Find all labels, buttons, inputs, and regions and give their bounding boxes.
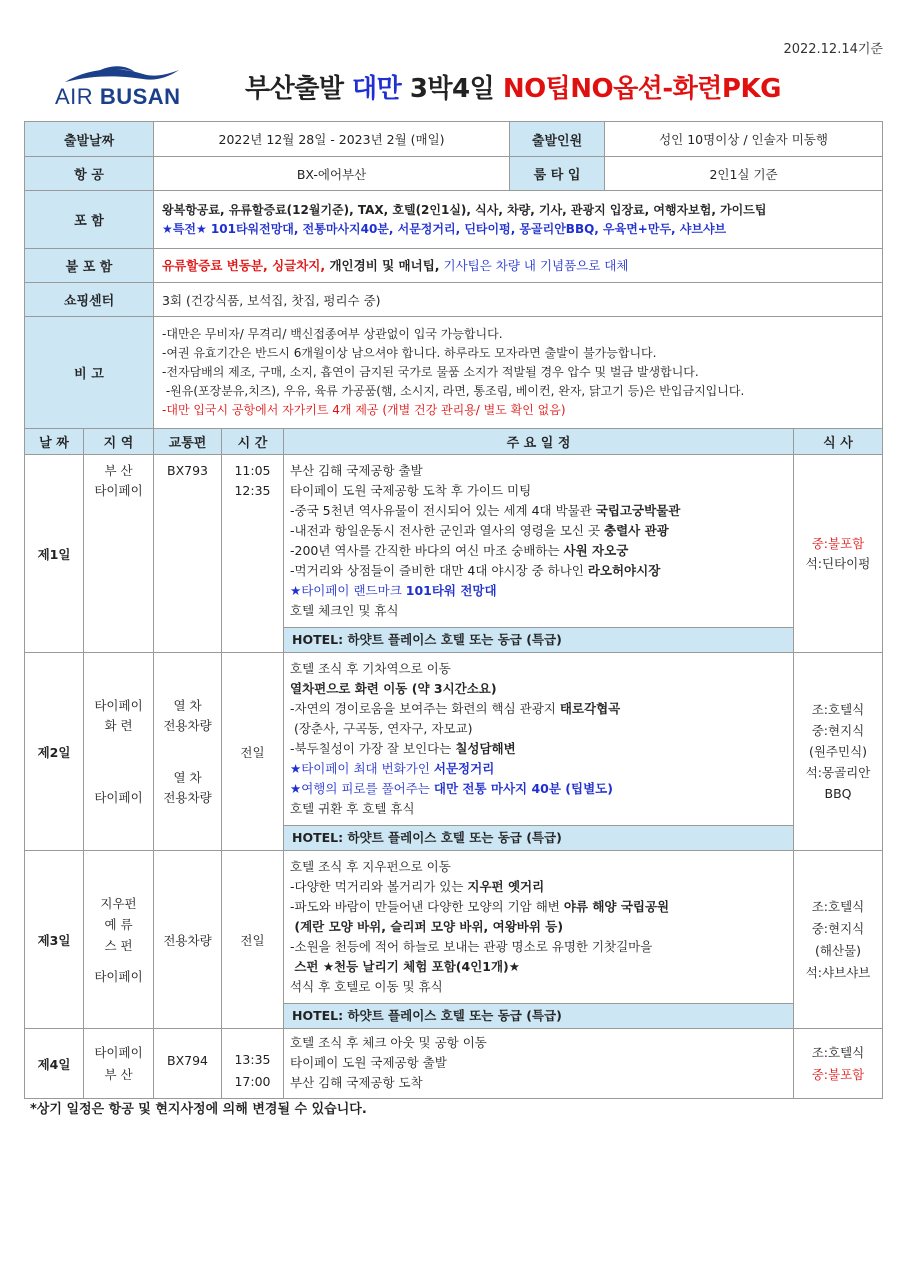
day2-line2: 열차편으로 화련 이동 (약 3시간소요) bbox=[290, 681, 497, 696]
day3-line3b: 야류 해양 국립공원 bbox=[563, 899, 670, 914]
depart-value: 2022년 12월 28일 - 2023년 2월 (매일) bbox=[154, 122, 510, 157]
day1-line4a: -내전과 항일운동시 전사한 군인과 열사의 영령을 모신 곳 bbox=[290, 523, 605, 538]
exclude-red: 유류할증료 변동분, 싱글차지, bbox=[162, 258, 326, 273]
col-region: 지 역 bbox=[84, 429, 154, 455]
day4-transport: BX794 bbox=[154, 1029, 222, 1099]
day1-line4b: 충렬사 관광 bbox=[604, 523, 669, 538]
day3-line4: (계란 모양 바위, 슬리퍼 모양 바위, 여왕바위 등) bbox=[290, 919, 564, 934]
day1-meal1: 중:불포함 bbox=[811, 535, 865, 551]
day4-region2: 부 산 bbox=[104, 1066, 133, 1082]
day2-region1: 타이페이 bbox=[94, 697, 143, 713]
day1-hotel: HOTEL: 하얏트 플레이스 호텔 또는 동급 (특급) bbox=[284, 627, 793, 652]
people-value: 성인 10명이상 / 인솔자 미동행 bbox=[605, 122, 883, 157]
day3-region2: 예 류 bbox=[104, 916, 133, 932]
day3-line2b: 지우펀 옛거리 bbox=[467, 879, 545, 894]
day4-region1: 타이페이 bbox=[94, 1044, 143, 1060]
day1-label: 제1일 bbox=[25, 455, 84, 653]
depart-label: 출발날짜 bbox=[25, 122, 154, 157]
day2-region3: 타이페이 bbox=[94, 789, 143, 805]
day2-transport2: 전용차량 bbox=[163, 717, 212, 733]
day1-line5b: 사원 자오궁 bbox=[563, 543, 629, 558]
day4-meal2: 중:불포함 bbox=[811, 1066, 865, 1082]
day2-transport3: 열 차 bbox=[173, 769, 202, 785]
day3-transport: 전용차량 bbox=[154, 851, 222, 1029]
day3-line1: 호텔 조식 후 지우펀으로 이동 bbox=[290, 859, 451, 874]
day2-line4: (장춘사, 구곡동, 연자구, 자모교) bbox=[290, 721, 473, 736]
day4-line3: 부산 김해 국제공항 도착 bbox=[290, 1075, 423, 1090]
day3-line5: -소원을 천등에 적어 하늘로 보내는 관광 명소로 유명한 기찻길마을 bbox=[290, 939, 653, 954]
remarks-label: 비 고 bbox=[25, 317, 154, 429]
day1-line2: 타이페이 도원 국제공항 도착 후 가이드 미팅 bbox=[290, 483, 532, 498]
day1-row bbox=[25, 455, 883, 653]
day2-meal1: 조:호텔식 bbox=[811, 702, 865, 717]
day2-line7b: 대만 전통 마사지 40분 (팁별도) bbox=[433, 781, 613, 796]
air-value: BX-에어부산 bbox=[154, 157, 510, 191]
day1-line1: 부산 김해 국제공항 출발 bbox=[290, 463, 423, 478]
day2-meal5: BBQ bbox=[824, 786, 852, 801]
day4-line1: 호텔 조식 후 체크 아웃 및 공항 이동 bbox=[290, 1035, 487, 1050]
day3-meal1: 조:호텔식 bbox=[811, 898, 865, 914]
day2-transport4: 전용차량 bbox=[163, 789, 212, 805]
day2-hotel: HOTEL: 하얏트 플레이스 호텔 또는 동급 (특급) bbox=[284, 825, 793, 850]
day2-line5a: -북두칠성이 가장 잘 보인다는 bbox=[290, 741, 456, 756]
day1-line3a: -중국 5천년 역사유물이 전시되어 있는 세계 4대 박물관 bbox=[290, 503, 596, 518]
exclude-blue: 기사팁은 차량 내 기념품으로 대체 bbox=[439, 258, 629, 273]
include-label: 포 함 bbox=[25, 191, 154, 249]
title-part3: 3박4일 bbox=[409, 74, 495, 104]
title-part2: 대만 bbox=[352, 74, 402, 104]
day3-region1: 지우펀 bbox=[100, 895, 137, 911]
bird-wing-icon bbox=[63, 64, 181, 86]
remark-red: -대만 입국시 공항에서 자가키트 4개 제공 (개별 건강 관리용/ 별도 확인 없음) bbox=[162, 403, 566, 417]
day3-line2a: -다양한 먹거리와 볼거리가 있는 bbox=[290, 879, 468, 894]
day2-transport1: 열 차 bbox=[173, 697, 202, 713]
room-value: 2인1실 기준 bbox=[605, 157, 883, 191]
reference-date: 2022.12.14기준 bbox=[783, 42, 883, 57]
day1-line8: 호텔 체크인 및 휴식 bbox=[290, 603, 399, 618]
day1-line5a: -200년 역사를 간직한 바다의 여신 마조 숭배하는 bbox=[290, 543, 564, 558]
remark-3: -전자담배의 제조, 구매, 소지, 흡연이 금지된 국가로 물품 소지가 적발될 경우 압수 및 벌금 발생합니다. bbox=[162, 365, 699, 379]
day2-time: 전일 bbox=[222, 653, 284, 851]
remark-1: -대만은 무비자/ 무격리/ 백신접종여부 상관없이 입국 가능합니다. bbox=[162, 327, 503, 341]
day2-line3b: 태로각협곡 bbox=[559, 701, 621, 716]
page-title bbox=[245, 68, 781, 105]
title-part1: 부산출발 bbox=[245, 74, 344, 104]
room-label: 룸 타 입 bbox=[510, 157, 605, 191]
page-header bbox=[55, 62, 885, 112]
day2-label: 제2일 bbox=[25, 653, 84, 851]
day1-time1: 11:05 bbox=[234, 463, 271, 478]
day1-line3b: 국립고궁박물관 bbox=[595, 503, 681, 518]
shopping-label: 쇼핑센터 bbox=[25, 283, 154, 317]
include-line2: ★특전★ 101타워전망대, 전통마사지40분, 서문정거리, 딘타이펑, 몽골리안BBQ, 우육면+만두, 샤브샤브 bbox=[162, 221, 727, 236]
day3-hotel: HOTEL: 하얏트 플레이스 호텔 또는 동급 (특급) bbox=[284, 1003, 793, 1028]
day1-line7b: 101타워 전망대 bbox=[405, 583, 497, 598]
day2-line5b: 칠성담해변 bbox=[455, 741, 516, 756]
air-label: 항 공 bbox=[25, 157, 154, 191]
logo-busan: BUSAN bbox=[99, 84, 181, 109]
day1-line6b: 라오허야시장 bbox=[587, 563, 661, 578]
day2-line6b: 서문정거리 bbox=[433, 761, 495, 776]
day2-row bbox=[25, 653, 883, 851]
day1-time2: 12:35 bbox=[234, 483, 271, 498]
day4-label: 제4일 bbox=[25, 1029, 84, 1099]
day2-line7a: ★여행의 피로를 풀어주는 bbox=[290, 781, 434, 796]
col-day: 날 짜 bbox=[25, 429, 84, 455]
day3-line7: 석식 후 호텔로 이동 및 휴식 bbox=[290, 979, 443, 994]
day1-line6a: -먹거리와 상점들이 즐비한 대만 4대 야시장 중 하나인 bbox=[290, 563, 588, 578]
day1-meal2: 석:딘타이펑 bbox=[805, 555, 871, 571]
day3-line3a: -파도와 바람이 만들어낸 다양한 모양의 기암 해변 bbox=[290, 899, 564, 914]
day2-meal2: 중:현지식 bbox=[811, 723, 865, 738]
col-schedule: 주 요 일 정 bbox=[284, 429, 794, 455]
day1-transport: BX793 bbox=[154, 455, 222, 653]
day4-row bbox=[25, 1029, 883, 1099]
day2-line8: 호텔 귀환 후 호텔 휴식 bbox=[290, 801, 415, 816]
remark-4: -원유(포장분유,치즈), 우유, 육류 가공품(햄, 소시지, 라면, 통조림, 베이컨, 완자, 닭고기 등)은 반입금지입니다. bbox=[162, 384, 745, 398]
day3-meal3: (해산물) bbox=[815, 942, 861, 958]
day4-time2: 17:00 bbox=[234, 1074, 271, 1089]
day1-line7a: ★타이페이 랜드마크 bbox=[290, 583, 406, 598]
title-part4: NO팁NO옵션-화련PKG bbox=[502, 74, 781, 104]
col-transport: 교통편 bbox=[154, 429, 222, 455]
day3-time: 전일 bbox=[222, 851, 284, 1029]
day2-line6a: ★타이페이 최대 번화가인 bbox=[290, 761, 434, 776]
air-busan-logo bbox=[55, 62, 185, 110]
people-label: 출발인원 bbox=[510, 122, 605, 157]
day3-meal2: 중:현지식 bbox=[811, 920, 865, 936]
col-time: 시 간 bbox=[222, 429, 284, 455]
info-table bbox=[24, 121, 883, 429]
include-line1: 왕복항공료, 유류할증료(12월기준), TAX, 호텔(2인1실), 식사, 차량, 기사, 관광지 입장료, 여행자보험, 가이드팁 bbox=[162, 202, 767, 217]
day1-region1: 부 산 bbox=[104, 463, 133, 478]
exclude-black: 개인경비 및 매너팁, bbox=[325, 258, 440, 273]
day3-region3: 스 펀 bbox=[104, 937, 133, 953]
footer-note: *상기 일정은 항공 및 현지사정에 의해 변경될 수 있습니다. bbox=[30, 1102, 367, 1117]
schedule-table bbox=[24, 428, 883, 1099]
day2-line1: 호텔 조식 후 기차역으로 이동 bbox=[290, 661, 451, 676]
day4-line2: 타이페이 도원 국제공항 출발 bbox=[290, 1055, 447, 1070]
exclude-label: 불 포 함 bbox=[25, 249, 154, 283]
logo-air: AIR bbox=[55, 84, 94, 109]
day3-label: 제3일 bbox=[25, 851, 84, 1029]
day2-meal3: (원주민식) bbox=[808, 744, 868, 759]
itinerary-container bbox=[24, 121, 882, 1099]
day3-line6: 스펀 ★천등 날리기 체험 포함(4인1개)★ bbox=[290, 959, 520, 974]
day3-meal4: 석:샤브샤브 bbox=[805, 964, 871, 980]
day4-meal1: 조:호텔식 bbox=[811, 1044, 865, 1060]
remark-2: -여권 유효기간은 반드시 6개월이상 남으셔야 합니다. 하루라도 모자라면 출발이 불가능합니다. bbox=[162, 346, 657, 360]
day2-line3a: -자연의 경이로움을 보여주는 화련의 핵심 관광지 bbox=[290, 701, 560, 716]
shopping-value: 3회 (건강식품, 보석집, 찻집, 펑리수 중) bbox=[154, 283, 883, 317]
day1-region2: 타이페이 bbox=[94, 483, 143, 498]
col-meal: 식 사 bbox=[794, 429, 883, 455]
logo-text bbox=[55, 84, 181, 110]
day3-region4: 타이페이 bbox=[94, 968, 143, 984]
day2-region2: 화 련 bbox=[104, 717, 133, 733]
day3-row bbox=[25, 851, 883, 1029]
day4-time1: 13:35 bbox=[234, 1052, 271, 1067]
day2-meal4: 석:몽골리안 bbox=[805, 765, 871, 780]
